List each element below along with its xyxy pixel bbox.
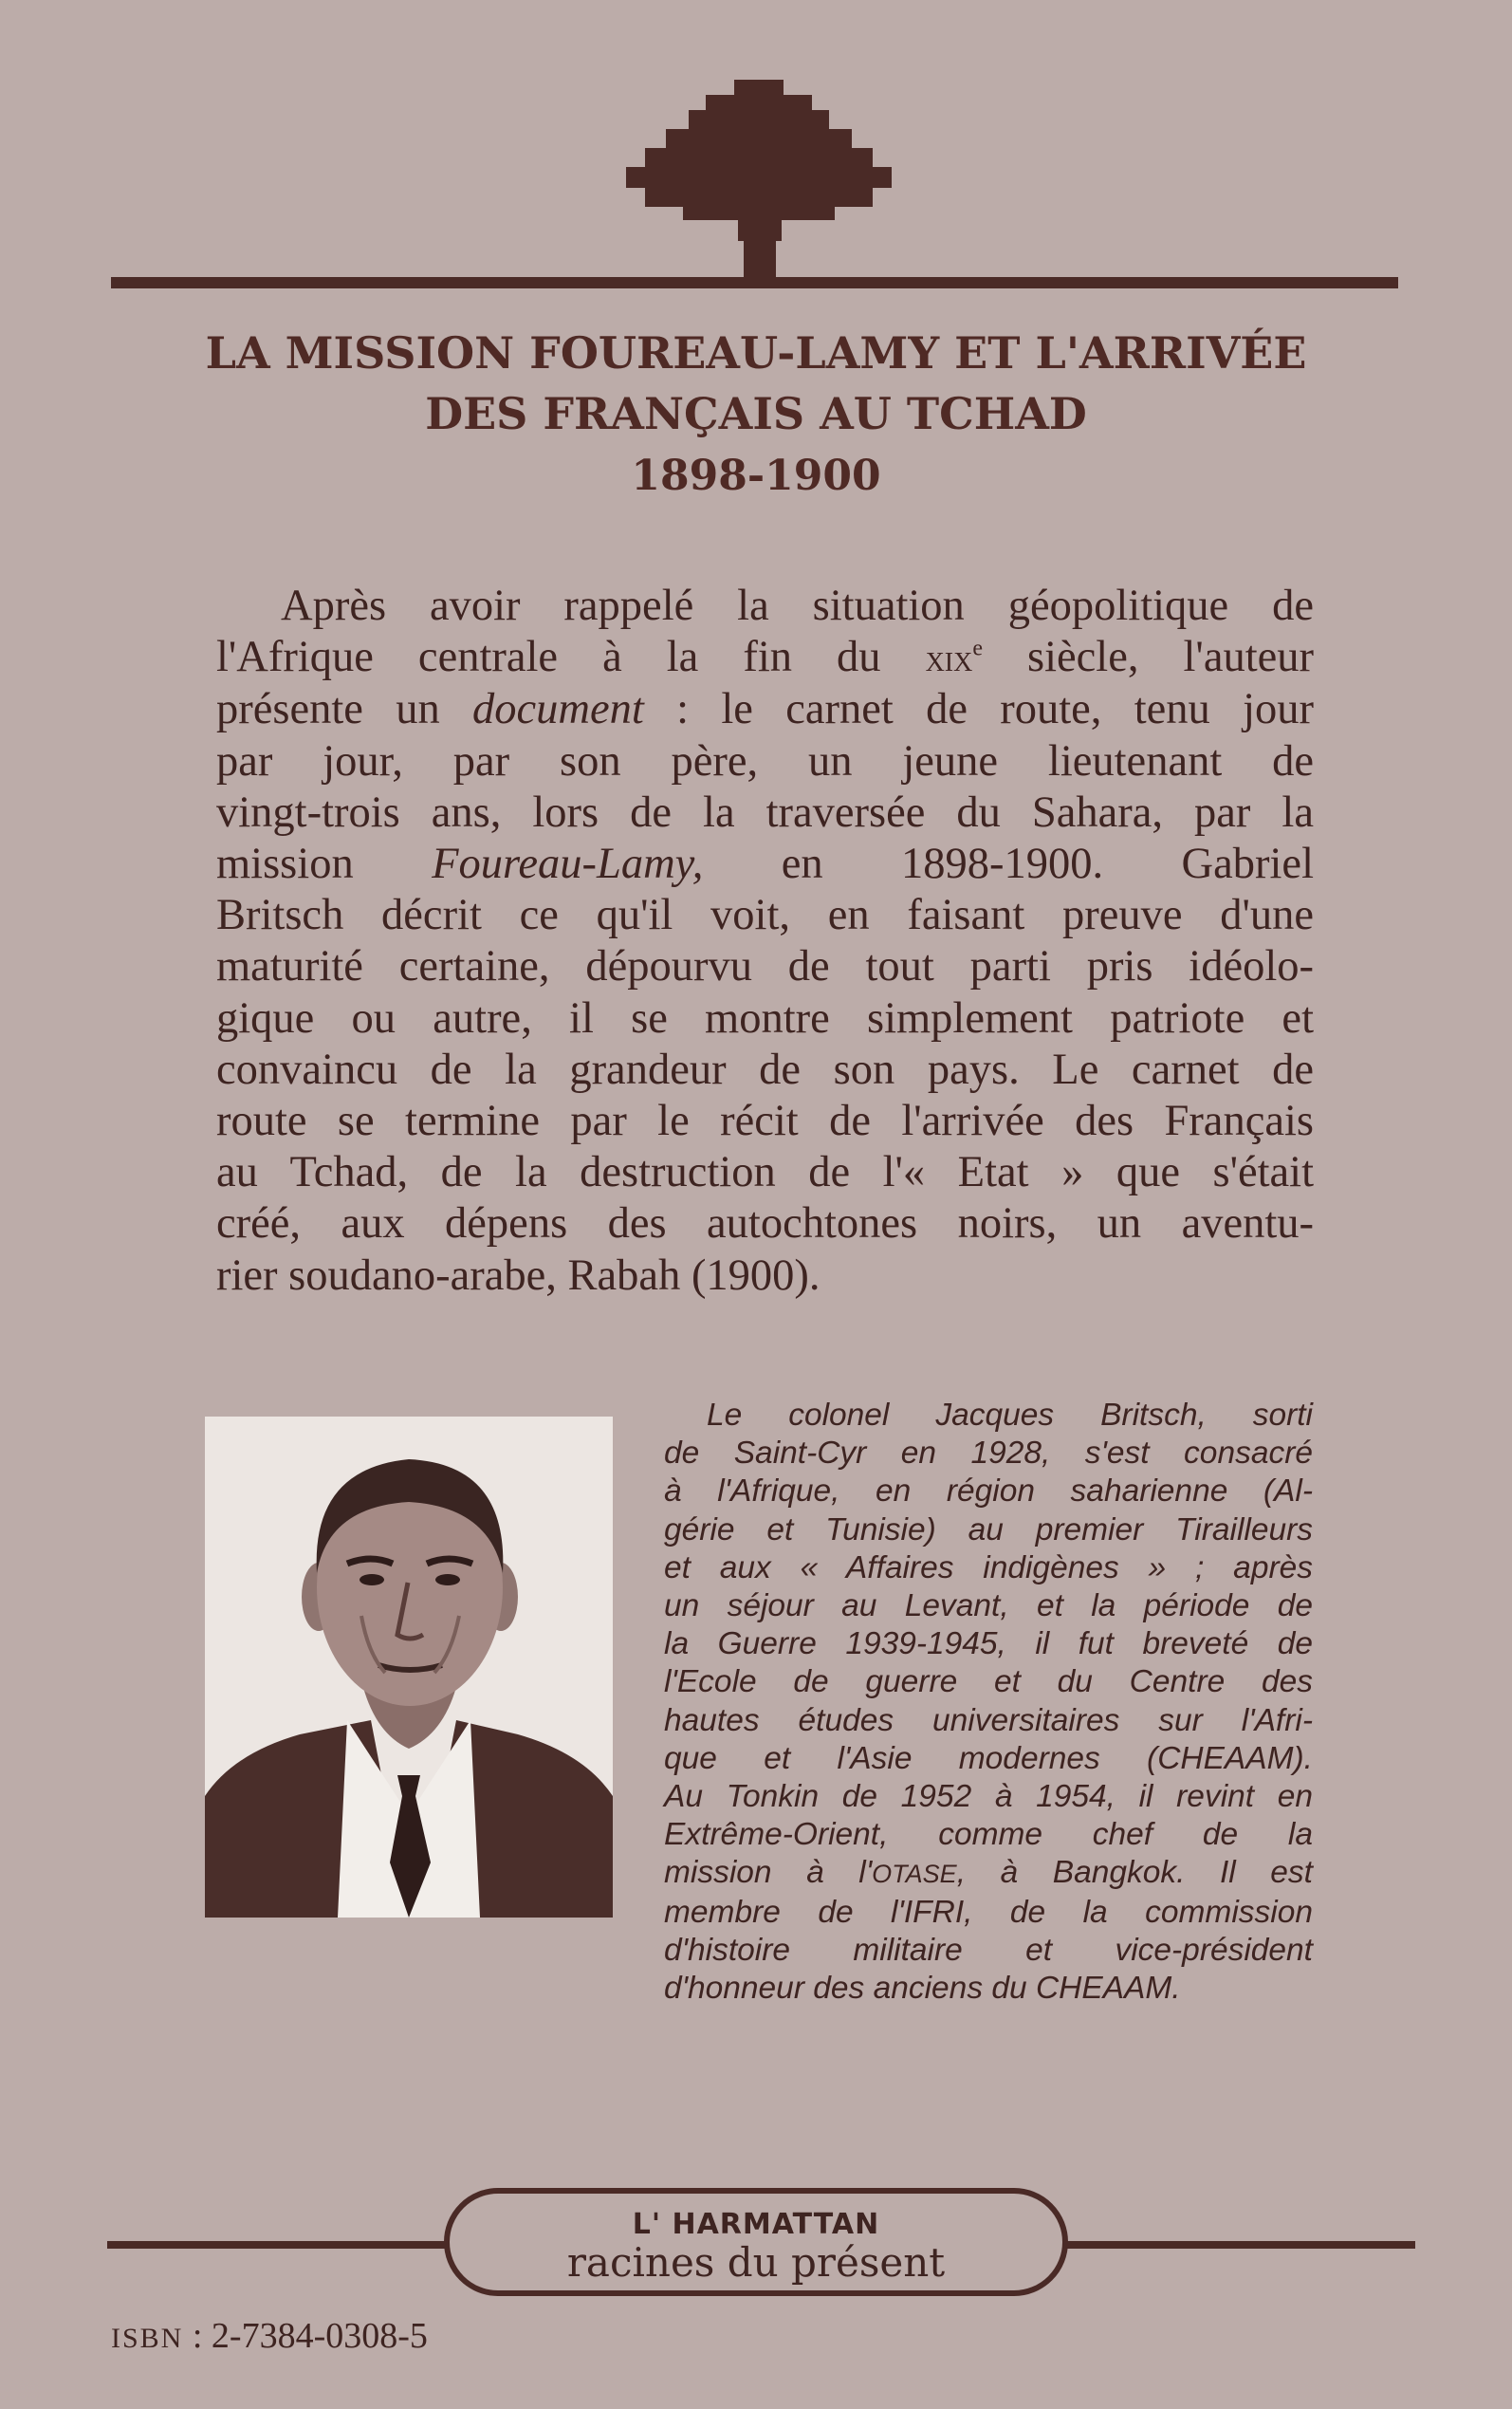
title-dates: 1898-1900 bbox=[631, 452, 881, 500]
summary-line: Britsch décrit ce qu'il voit, en faisant preuve d'une bbox=[216, 891, 1314, 940]
author-bio bbox=[664, 1397, 1313, 2008]
isbn-value: 2-7384-0308-5 bbox=[211, 2316, 428, 2356]
summary-line: convaincu de la grandeur de son pays. Le carnet de bbox=[216, 1045, 1314, 1094]
bio-line: de Saint-Cyr en 1928, s'est consacré bbox=[664, 1436, 1313, 1472]
summary-line: au Tchad, de la destruction de l'« Etat » que s'était bbox=[216, 1148, 1314, 1197]
summary-line: présente un document : le carnet de route, tenu jour bbox=[216, 685, 1314, 734]
tree-emblem-icon bbox=[626, 76, 892, 285]
summary-line: par jour, par son père, un jeune lieutenant de bbox=[216, 736, 1314, 786]
summary-line: l'Afrique centrale à la fin du xix$^e$ siècle, l'auteur bbox=[216, 633, 1314, 682]
bio-line: et aux « Affaires indigènes » ; après bbox=[664, 1549, 1313, 1585]
isbn-label: ISBN bbox=[111, 2323, 184, 2354]
publisher-badge bbox=[444, 2188, 1068, 2296]
publisher-name: L' HARMATTAN bbox=[632, 2208, 880, 2241]
title-line-2: DES FRANÇAIS AU TCHAD bbox=[425, 388, 1087, 439]
summary-line: route se termine par le récit de l'arrivée des Français bbox=[216, 1097, 1314, 1146]
title-line-1: LA MISSION FOUREAU-LAMY ET L'ARRIVÉE bbox=[205, 327, 1307, 379]
summary-line: mission Foureau-Lamy, en 1898-1900. Gabriel bbox=[216, 840, 1314, 889]
bio-line: la Guerre 1939-1945, il fut breveté de bbox=[664, 1626, 1313, 1662]
bio-line: un séjour au Levant, et la période de bbox=[664, 1588, 1313, 1624]
bottom-divider-left bbox=[107, 2241, 451, 2249]
summary-line: maturité certaine, dépourvu de tout parti pris idéolo- bbox=[216, 942, 1314, 991]
bio-line: à l'Afrique, en région saharienne (Al- bbox=[664, 1473, 1313, 1510]
bio-line: hautes études universitaires sur l'Afri- bbox=[664, 1702, 1313, 1738]
bio-line: d'honneur des anciens du CHEAAM. bbox=[664, 1971, 1181, 2007]
bio-line: d'histoire militaire et vice-président bbox=[664, 1932, 1313, 1968]
author-portrait bbox=[205, 1417, 613, 1918]
portrait-illustration bbox=[205, 1417, 613, 1918]
bio-line: Extrême-Orient, comme chef de la bbox=[664, 1817, 1313, 1853]
bottom-divider-right bbox=[1062, 2241, 1415, 2249]
summary-line: créé, aux dépens des autochtones noirs, un aventu- bbox=[216, 1199, 1314, 1249]
summary-line: Après avoir rappelé la situation géopolitique de bbox=[281, 582, 1314, 630]
summary-line: vingt-trois ans, lors de la traversée du Sahara, par la bbox=[216, 788, 1314, 837]
bio-line: que et l'Asie modernes (CHEAAM). bbox=[664, 1740, 1313, 1776]
summary-line: rier soudano-arabe, Rabah (1900). bbox=[216, 1251, 821, 1300]
bio-line: membre de l'IFRI, de la commission bbox=[664, 1894, 1313, 1930]
bio-line: Le colonel Jacques Britsch, sorti bbox=[707, 1398, 1313, 1433]
bio-line: gérie et Tunisie) au premier Tirailleurs bbox=[664, 1511, 1313, 1547]
bio-line: Au Tonkin de 1952 à 1954, il revint en bbox=[664, 1779, 1313, 1815]
summary-line: gique ou autre, il se montre simplement patriote et bbox=[216, 993, 1314, 1043]
summary-paragraph bbox=[216, 581, 1314, 1302]
top-divider bbox=[111, 277, 1398, 288]
isbn: ISBN : 2-7384-0308-5 bbox=[111, 2316, 428, 2356]
collection-name: racines du présent bbox=[566, 2239, 946, 2286]
book-title bbox=[95, 323, 1417, 507]
bio-line: l'Ecole de guerre et du Centre des bbox=[664, 1664, 1313, 1700]
bio-line: mission à l'OTASE, à Bangkok. Il est bbox=[664, 1855, 1313, 1891]
